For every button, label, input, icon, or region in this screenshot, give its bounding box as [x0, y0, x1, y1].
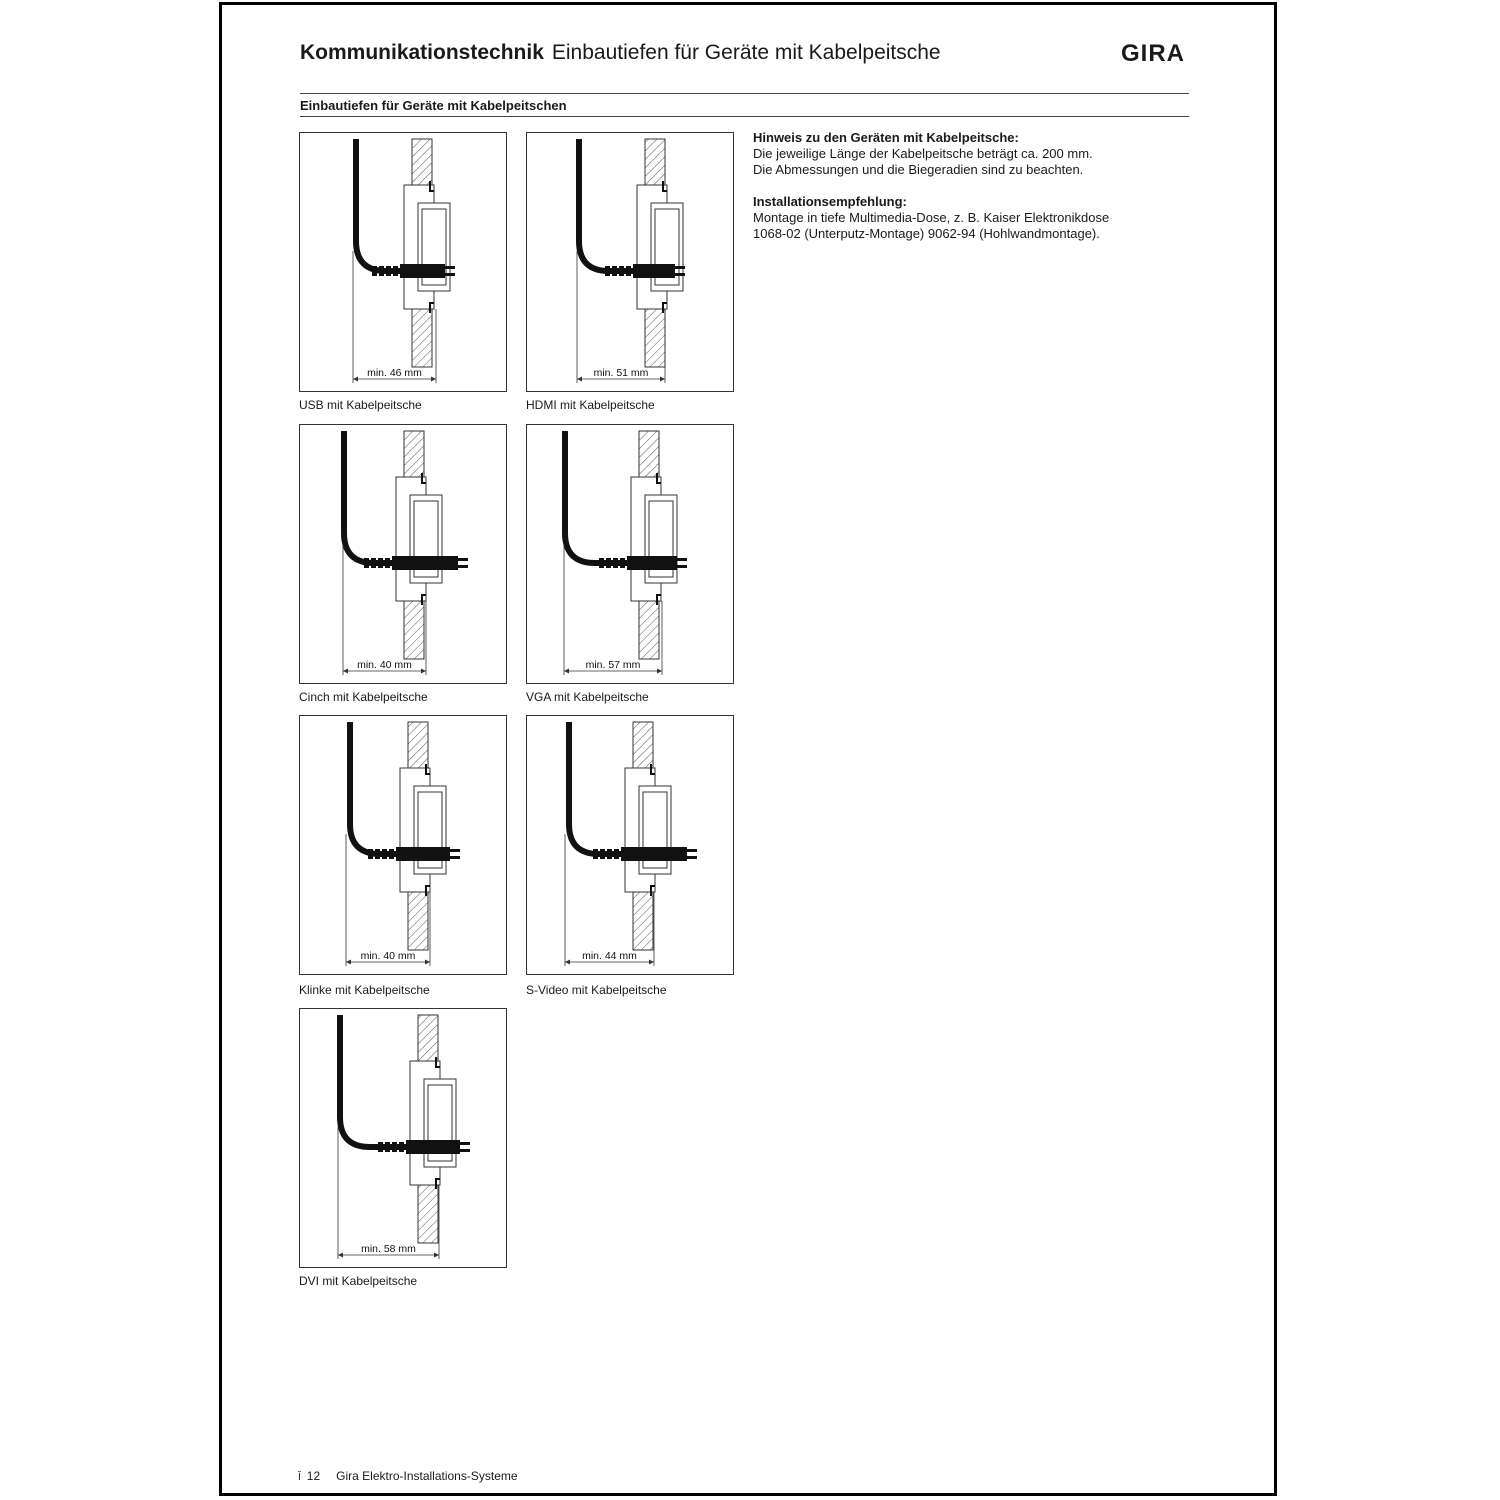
title-bold: Kommunikationstechnik: [300, 41, 544, 64]
figure-klinke: [299, 715, 507, 975]
dimension-arrow-right: [434, 1253, 439, 1258]
diagram-dvi: [300, 1009, 506, 1267]
plug-contact: [445, 273, 455, 276]
cable-rib: [399, 1142, 404, 1152]
dimension-label: min. 44 mm: [582, 950, 637, 962]
dimension-arrow-left: [577, 377, 582, 382]
diagram-vga: [527, 425, 733, 683]
cable-rib: [382, 849, 387, 859]
cable-rib: [379, 266, 384, 276]
dimension-label: min. 57 mm: [585, 659, 641, 671]
plug-contact: [677, 558, 687, 561]
page-footer: [298, 1469, 518, 1483]
cable-rib: [599, 558, 604, 568]
cable-rib: [368, 849, 373, 859]
caption-hdmi: HDMI mit Kabelpeitsche: [526, 398, 655, 412]
cable-rib: [600, 849, 605, 859]
figure-cinch: [299, 424, 507, 684]
cable-rib: [386, 266, 391, 276]
caption-cinch: Cinch mit Kabelpeitsche: [299, 690, 428, 704]
cable-rib: [612, 266, 617, 276]
cable-rib: [607, 849, 612, 859]
wall-lower: [412, 309, 432, 367]
plug-body: [406, 1140, 460, 1154]
cable-rib: [626, 266, 631, 276]
cable-rib: [371, 558, 376, 568]
cable-rib: [620, 558, 625, 568]
cable: [344, 431, 392, 563]
wall-lower: [404, 601, 424, 659]
dimension-arrow-left: [343, 669, 348, 674]
plug-contact: [450, 856, 460, 859]
plug-body: [627, 556, 677, 570]
install-line-2: 1068-02 (Unterputz-Montage) 9062-94 (Hohlwandmontage).: [753, 226, 1100, 241]
plug-contact: [675, 266, 685, 269]
cable-rib: [614, 849, 619, 859]
plug-contact: [458, 565, 468, 568]
figure-vga: [526, 424, 734, 684]
cable-rib: [389, 849, 394, 859]
caption-usb: USB mit Kabelpeitsche: [299, 398, 422, 412]
dimension-arrow-left: [353, 377, 358, 382]
cable-rib: [385, 558, 390, 568]
plug-contact: [445, 266, 455, 269]
cable-rib: [613, 558, 618, 568]
caption-dvi: DVI mit Kabelpeitsche: [299, 1274, 418, 1288]
cable: [356, 139, 400, 271]
brand-logo: GIRA: [1121, 40, 1185, 67]
wall-upper: [633, 722, 653, 768]
diagram-svideo: [527, 716, 733, 974]
dimension-label: min. 40 mm: [357, 659, 412, 671]
cable-rib: [364, 558, 369, 568]
section-rule: [300, 116, 1189, 117]
top-rule: [300, 93, 1189, 94]
cable-rib: [375, 849, 380, 859]
figure-svideo: [526, 715, 734, 975]
cable-rib: [385, 1142, 390, 1152]
document-page: [219, 2, 1277, 1496]
notes-block: [753, 130, 1213, 242]
plug-body: [392, 556, 458, 570]
install-heading: Installationsempfehlung:: [753, 194, 907, 209]
cable-rib: [372, 266, 377, 276]
cable-rib: [606, 558, 611, 568]
plug-contact: [675, 273, 685, 276]
plug-body: [396, 847, 450, 861]
plug-contact: [450, 849, 460, 852]
dimension-arrow-right: [660, 377, 665, 382]
plug-contact: [687, 856, 697, 859]
diagram-usb: [300, 133, 506, 391]
wall-upper: [645, 139, 665, 185]
title-subtitle: Einbautiefen für Geräte mit Kabelpeitsche: [551, 41, 941, 64]
hint-line-2: Die Abmessungen und die Biegeradien sind zu beachten.: [753, 162, 1084, 177]
caption-svideo: S-Video mit Kabelpeitsche: [526, 983, 667, 997]
diagram-cinch: [300, 425, 506, 683]
dimension-arrow-left: [564, 669, 569, 674]
plug-contact: [677, 565, 687, 568]
cable-rib: [378, 558, 383, 568]
dimension-arrow-right: [421, 669, 426, 674]
figure-usb: [299, 132, 507, 392]
cable: [340, 1015, 406, 1147]
cable: [569, 722, 621, 854]
cable-rib: [619, 266, 624, 276]
dimension-arrow-left: [346, 960, 351, 965]
wall-lower: [633, 892, 653, 950]
footer-text: Gira Elektro-Installations-Systeme: [336, 1469, 518, 1483]
diagram-hdmi: [527, 133, 733, 391]
plug-contact: [460, 1142, 470, 1145]
hint-line-1: Die jeweilige Länge der Kabelpeitsche beträgt ca. 200 mm.: [753, 146, 1093, 161]
plug-contact: [460, 1149, 470, 1152]
wall-upper: [639, 431, 659, 477]
dimension-arrow-right: [657, 669, 662, 674]
cable-rib: [392, 1142, 397, 1152]
diagram-klinke: [300, 716, 506, 974]
plug-body: [400, 264, 445, 278]
cable-rib: [378, 1142, 383, 1152]
plug-contact: [687, 849, 697, 852]
wall-lower: [408, 892, 428, 950]
plug-body: [621, 847, 687, 861]
cable-rib: [593, 849, 598, 859]
cable: [579, 139, 633, 271]
plug-body: [633, 264, 675, 278]
dimension-arrow-right: [431, 377, 436, 382]
figure-dvi: [299, 1008, 507, 1268]
page-title: [300, 41, 941, 65]
wall-lower: [418, 1185, 438, 1243]
dimension-label: min. 46 mm: [367, 367, 422, 379]
wall-upper: [412, 139, 432, 185]
figure-hdmi: [526, 132, 734, 392]
cable: [350, 722, 396, 854]
cable: [565, 431, 627, 563]
dimension-arrow-right: [649, 960, 654, 965]
dimension-label: min. 58 mm: [361, 1243, 416, 1255]
dimension-label: min. 40 mm: [360, 950, 416, 962]
hint-heading: Hinweis zu den Geräten mit Kabelpeitsche:: [753, 130, 1019, 145]
wall-upper: [404, 431, 424, 477]
caption-klinke: Klinke mit Kabelpeitsche: [299, 983, 430, 997]
page-number: 12: [306, 1469, 321, 1483]
section-title: Einbautiefen für Geräte mit Kabelpeitschen: [300, 98, 567, 113]
cable-rib: [393, 266, 398, 276]
wall-upper: [408, 722, 428, 768]
footer-mark: Ĭ: [298, 1472, 301, 1483]
dimension-label: min. 51 mm: [593, 367, 649, 379]
cable-rib: [605, 266, 610, 276]
wall-lower: [645, 309, 665, 367]
install-line-1: Montage in tiefe Multimedia-Dose, z. B. Kaiser Elektronikdose: [753, 210, 1110, 225]
wall-upper: [418, 1015, 438, 1061]
dimension-arrow-left: [565, 960, 570, 965]
dimension-arrow-left: [338, 1253, 343, 1258]
plug-contact: [458, 558, 468, 561]
caption-vga: VGA mit Kabelpeitsche: [526, 690, 649, 704]
dimension-arrow-right: [425, 960, 430, 965]
wall-lower: [639, 601, 659, 659]
